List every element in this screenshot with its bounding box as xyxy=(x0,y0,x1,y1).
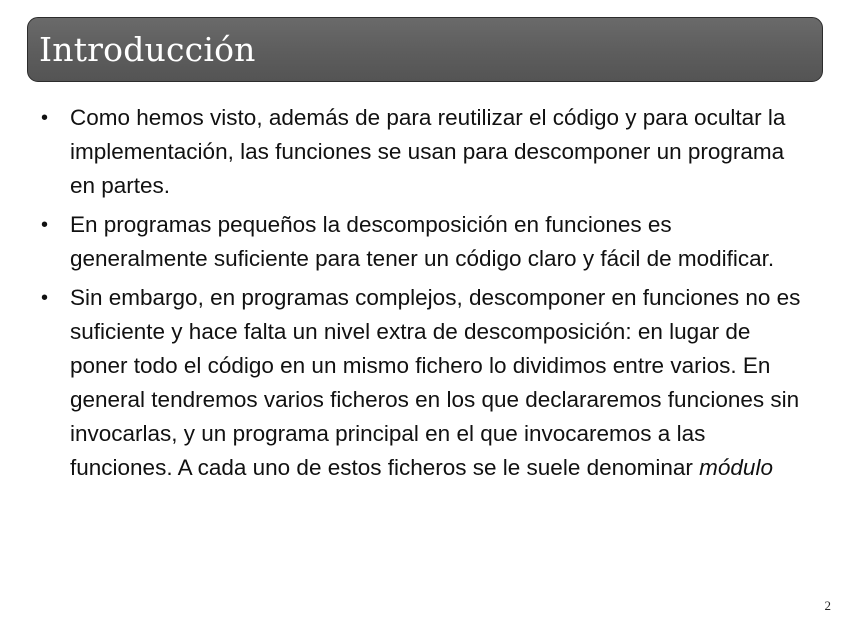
bullet-list xyxy=(40,101,810,490)
bullet-text: Como hemos visto, además de para reutilizar el código y para ocultar la implementación, las funciones se usan para descomponer un programa en partes. xyxy=(70,105,786,198)
slide-title: Introducción xyxy=(39,30,256,69)
bullet-text: En programas pequeños la descomposición en funciones es generalmente suficiente para tener un código claro y fácil de modificar. xyxy=(70,212,775,271)
bullet-marker: • xyxy=(41,214,49,236)
bullet-marker: • xyxy=(41,287,49,309)
bullet-item xyxy=(40,208,810,276)
page-number: 2 xyxy=(824,598,831,613)
slide-title-bar xyxy=(27,17,823,82)
bullet-text: Sin embargo, en programas complejos, descomponer en funciones no es suficiente y hace falta un nivel extra de descomposición: en lugar de poner todo el código en un mismo fichero lo dividimos entre varios. En general tendremos varios ficheros en los que declararemos funciones sin invocarlas, y un programa principal en el que invocaremos a las funciones. A cada uno de estos ficheros se le suele denominar xyxy=(70,285,801,480)
bullet-item xyxy=(40,101,810,203)
bullet-marker: • xyxy=(41,107,49,129)
emphasized-term: módulo xyxy=(699,455,773,480)
bullet-item xyxy=(40,281,810,485)
